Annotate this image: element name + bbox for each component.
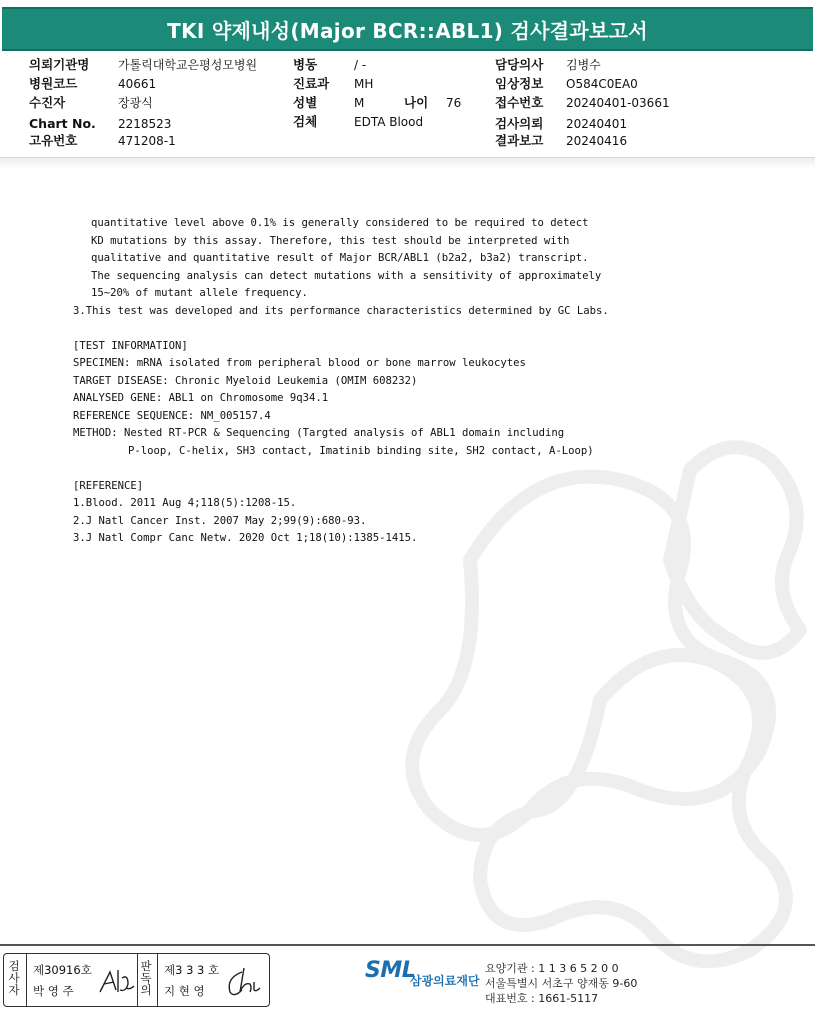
sex-label: 성별 [293,95,318,110]
org-name: 삼광의료재단 [410,974,480,988]
body-line: 15~20% of mutant allele frequency. [91,287,308,299]
specimen-label: 검체 [293,114,318,129]
tester-name: 박 영 주 [33,984,74,998]
reviewer-label: 판독의 [140,959,152,997]
receipt-no-label: 접수번호 [495,95,544,110]
address: 서울특별시 서초구 양재동 9-60 [485,977,638,990]
ward-label: 병동 [293,57,318,72]
reviewer-signature [224,964,264,998]
chart-no-label: Chart No. [29,116,96,131]
body-line: quantitative level above 0.1% is generally considered to be required to detect [91,217,589,229]
reference-item: 1.Blood. 2011 Aug 4;118(5):1208-15. [73,497,297,509]
department-label: 진료과 [293,76,330,91]
body-line: KD mutations by this assay. Therefore, this test should be interpreted with [91,235,570,247]
clinical-info-value: O584C0EA0 [566,77,638,91]
sex-value: M [354,96,365,110]
footer-divider [0,944,815,946]
specimen-value: EDTA Blood [354,115,424,129]
sml-logo: SML [365,958,416,983]
reviewer-license-no: 제3 3 3 호 [164,963,220,977]
clinical-info-label: 임상정보 [495,76,544,91]
body-line: 3.This test was developed and its performance characteristics determined by GC Labs. [73,305,609,317]
hospital-code-value: 40661 [118,77,157,91]
hospital-name-label: 의뢰기관명 [29,57,90,72]
hospital-code-label: 병원코드 [29,76,78,91]
report-date-label: 결과보고 [495,133,544,148]
report-date-value: 20240416 [566,134,628,148]
tester-signature [96,964,136,998]
patient-name-value: 장광식 [118,96,153,110]
request-date-value: 20240401 [566,117,628,131]
report-title-bar [2,7,813,51]
unique-id-label: 고유번호 [29,133,78,148]
physician-value: 김병수 [566,58,601,72]
body-line: P-loop, C-helix, SH3 contact, Imatinib binding site, SH2 contact, A-Loop) [128,445,594,457]
body-line: ANALYSED GENE: ABL1 on Chromosome 9q34.1 [73,392,329,404]
tester-license-no: 제30916호 [33,963,92,977]
age-label: 나이 [404,95,429,110]
tester-label: 검사자 [8,959,20,997]
reference-heading: [REFERENCE] [73,480,144,492]
ward-value: / - [354,58,367,72]
unique-id-value: 471208-1 [118,134,176,148]
body-line: REFERENCE SEQUENCE: NM_005157.4 [73,410,271,422]
body-line: TARGET DISEASE: Chronic Myeloid Leukemia (OMIM 608232) [73,375,418,387]
reference-item: 3.J Natl Compr Canc Netw. 2020 Oct 1;18(10):1385-1415. [73,532,418,544]
body-line: METHOD: Nested RT-PCR & Sequencing (Targted analysis of ABL1 domain including [73,427,565,439]
body-line: The sequencing analysis can detect mutations with a sensitivity of approximately [91,270,602,282]
reference-item: 2.J Natl Cancer Inst. 2007 May 2;99(9):680-93. [73,515,367,527]
hospital-name-value: 가톨릭대학교은평성모병원 [118,58,258,72]
reviewer-name: 지 현 영 [164,984,205,998]
receipt-no-value: 20240401-03661 [566,96,670,110]
chart-no-value: 2218523 [118,117,172,131]
department-value: MH [354,77,374,91]
sign-divider [26,954,27,1006]
body-line: SPECIMEN: mRNA isolated from peripheral blood or bone marrow leukocytes [73,357,526,369]
signature-box [3,953,270,1007]
institution-code: 요양기관 : 1 1 3 6 5 2 0 0 [485,962,619,975]
sign-divider [157,954,158,1006]
body-line: qualitative and quantitative result of Major BCR/ABL1 (b2a2, b3a2) transcript. [91,252,589,264]
physician-label: 담당의사 [495,57,544,72]
header-divider-shadow [0,158,815,168]
report-title: TKI 약제내성(Major BCR::ABL1) 검사결과보고서 [167,18,648,43]
age-value: 76 [446,96,462,110]
test-info-heading: [TEST INFORMATION] [73,340,188,352]
patient-name-label: 수진자 [29,95,66,110]
request-date-label: 검사의뢰 [495,116,544,131]
sign-divider [137,954,138,1006]
phone: 대표번호 : 1661-5117 [485,992,599,1005]
